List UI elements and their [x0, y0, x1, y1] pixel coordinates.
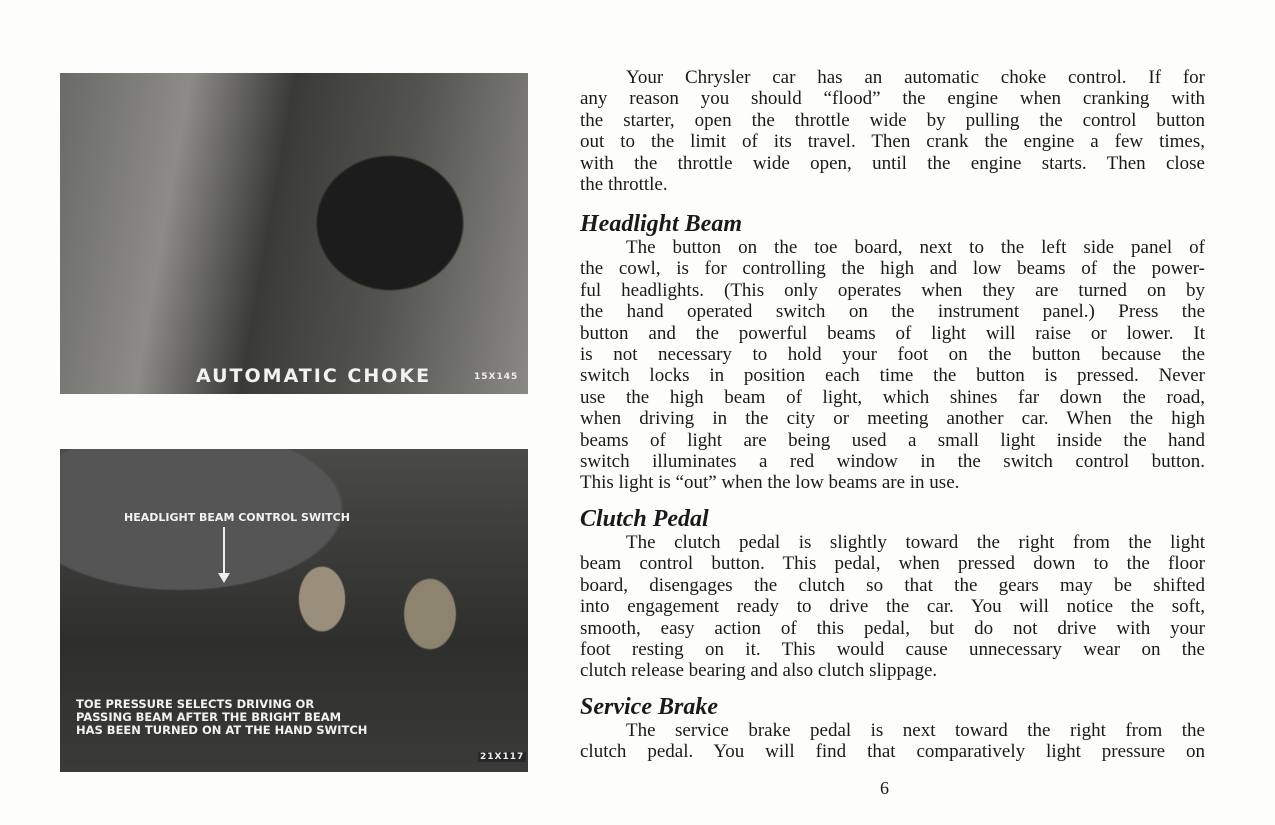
- text-line: the throttle.: [580, 173, 668, 195]
- pointer-arrow: [223, 527, 225, 577]
- automatic-choke-photo: [60, 73, 528, 394]
- caption-line: PASSING BEAM AFTER THE BRIGHT BEAM: [76, 710, 342, 724]
- photo-caption: [76, 698, 367, 737]
- text-line: button and the powerful beams of light will raise or lower. It: [580, 322, 1205, 344]
- text-line: smooth, easy action of this pedal, but do not drive with your: [580, 617, 1205, 639]
- text-line: beams of light are being used a small light inside the hand: [580, 429, 1205, 451]
- text-line: out to the limit of its travel. Then crank the engine a few times,: [580, 131, 1205, 153]
- text-line: The clutch pedal is slightly toward the right from the light: [626, 532, 1205, 553]
- section-heading: Service Brake: [580, 694, 718, 720]
- text-line: when driving in the city or meeting another car. When the high: [580, 408, 1205, 430]
- text-line: the hand operated switch on the instrument panel.) Press the: [580, 301, 1205, 323]
- text-line: foot resting on it. This would cause unnecessary wear on the: [580, 638, 1205, 660]
- text-line: the starter, open the throttle wide by pulling the control button: [580, 109, 1205, 131]
- text-line: clutch release bearing and also clutch slippage.: [580, 660, 938, 682]
- text-line: beam control button. This pedal, when pressed down to the floor: [580, 553, 1205, 575]
- intro-paragraph: [580, 67, 1205, 195]
- text-line: ful headlights. (This only operates when they are turned on by: [580, 279, 1205, 301]
- section-heading: Clutch Pedal: [580, 506, 709, 532]
- text-line: any reason you should “flood” the engine when cranking with: [580, 88, 1205, 110]
- text-line: into engagement ready to drive the car. You will notice the soft,: [580, 596, 1205, 618]
- photo-code: 15X145: [474, 372, 519, 382]
- caption-line: HAS BEEN TURNED ON AT THE HAND SWITCH: [76, 723, 368, 737]
- headlight-switch-photo: [60, 449, 528, 772]
- section-heading: Headlight Beam: [580, 211, 742, 237]
- text-line: board, disengages the clutch so that the gears may be shifted: [580, 574, 1205, 596]
- section-headlight-beam: [580, 211, 1205, 494]
- photo-caption: AUTOMATIC CHOKE: [196, 365, 432, 387]
- text-line: clutch pedal. You will find that comparatively light pressure on: [580, 741, 1205, 763]
- text-line: This light is “out” when the low beams are in use.: [580, 472, 960, 494]
- arrow-head-icon: [218, 573, 230, 583]
- text-line: The button on the toe board, next to the left side panel of: [626, 237, 1205, 258]
- text-line: is not necessary to hold your foot on the button because the: [580, 343, 1205, 365]
- text-line: Your Chrysler car has an automatic choke control. If for: [626, 67, 1205, 88]
- section-clutch-pedal: [580, 506, 1205, 682]
- text-line: use the high beam of light, which shines far down the road,: [580, 386, 1205, 408]
- photo-code: 21X117: [480, 752, 525, 762]
- text-line: switch locks in position each time the button is pressed. Never: [580, 365, 1205, 387]
- text-line: the cowl, is for controlling the high and low beams of the power-: [580, 258, 1205, 280]
- section-service-brake: [580, 694, 1205, 763]
- text-line: with the throttle wide open, until the engine starts. Then close: [580, 152, 1205, 174]
- text-line: The service brake pedal is next toward the right from the: [626, 720, 1205, 741]
- photo-label: HEADLIGHT BEAM CONTROL SWITCH: [124, 511, 350, 524]
- page-number: 6: [880, 778, 889, 798]
- text-line: switch illuminates a red window in the switch control button.: [580, 450, 1205, 472]
- caption-line: TOE PRESSURE SELECTS DRIVING OR: [76, 697, 315, 711]
